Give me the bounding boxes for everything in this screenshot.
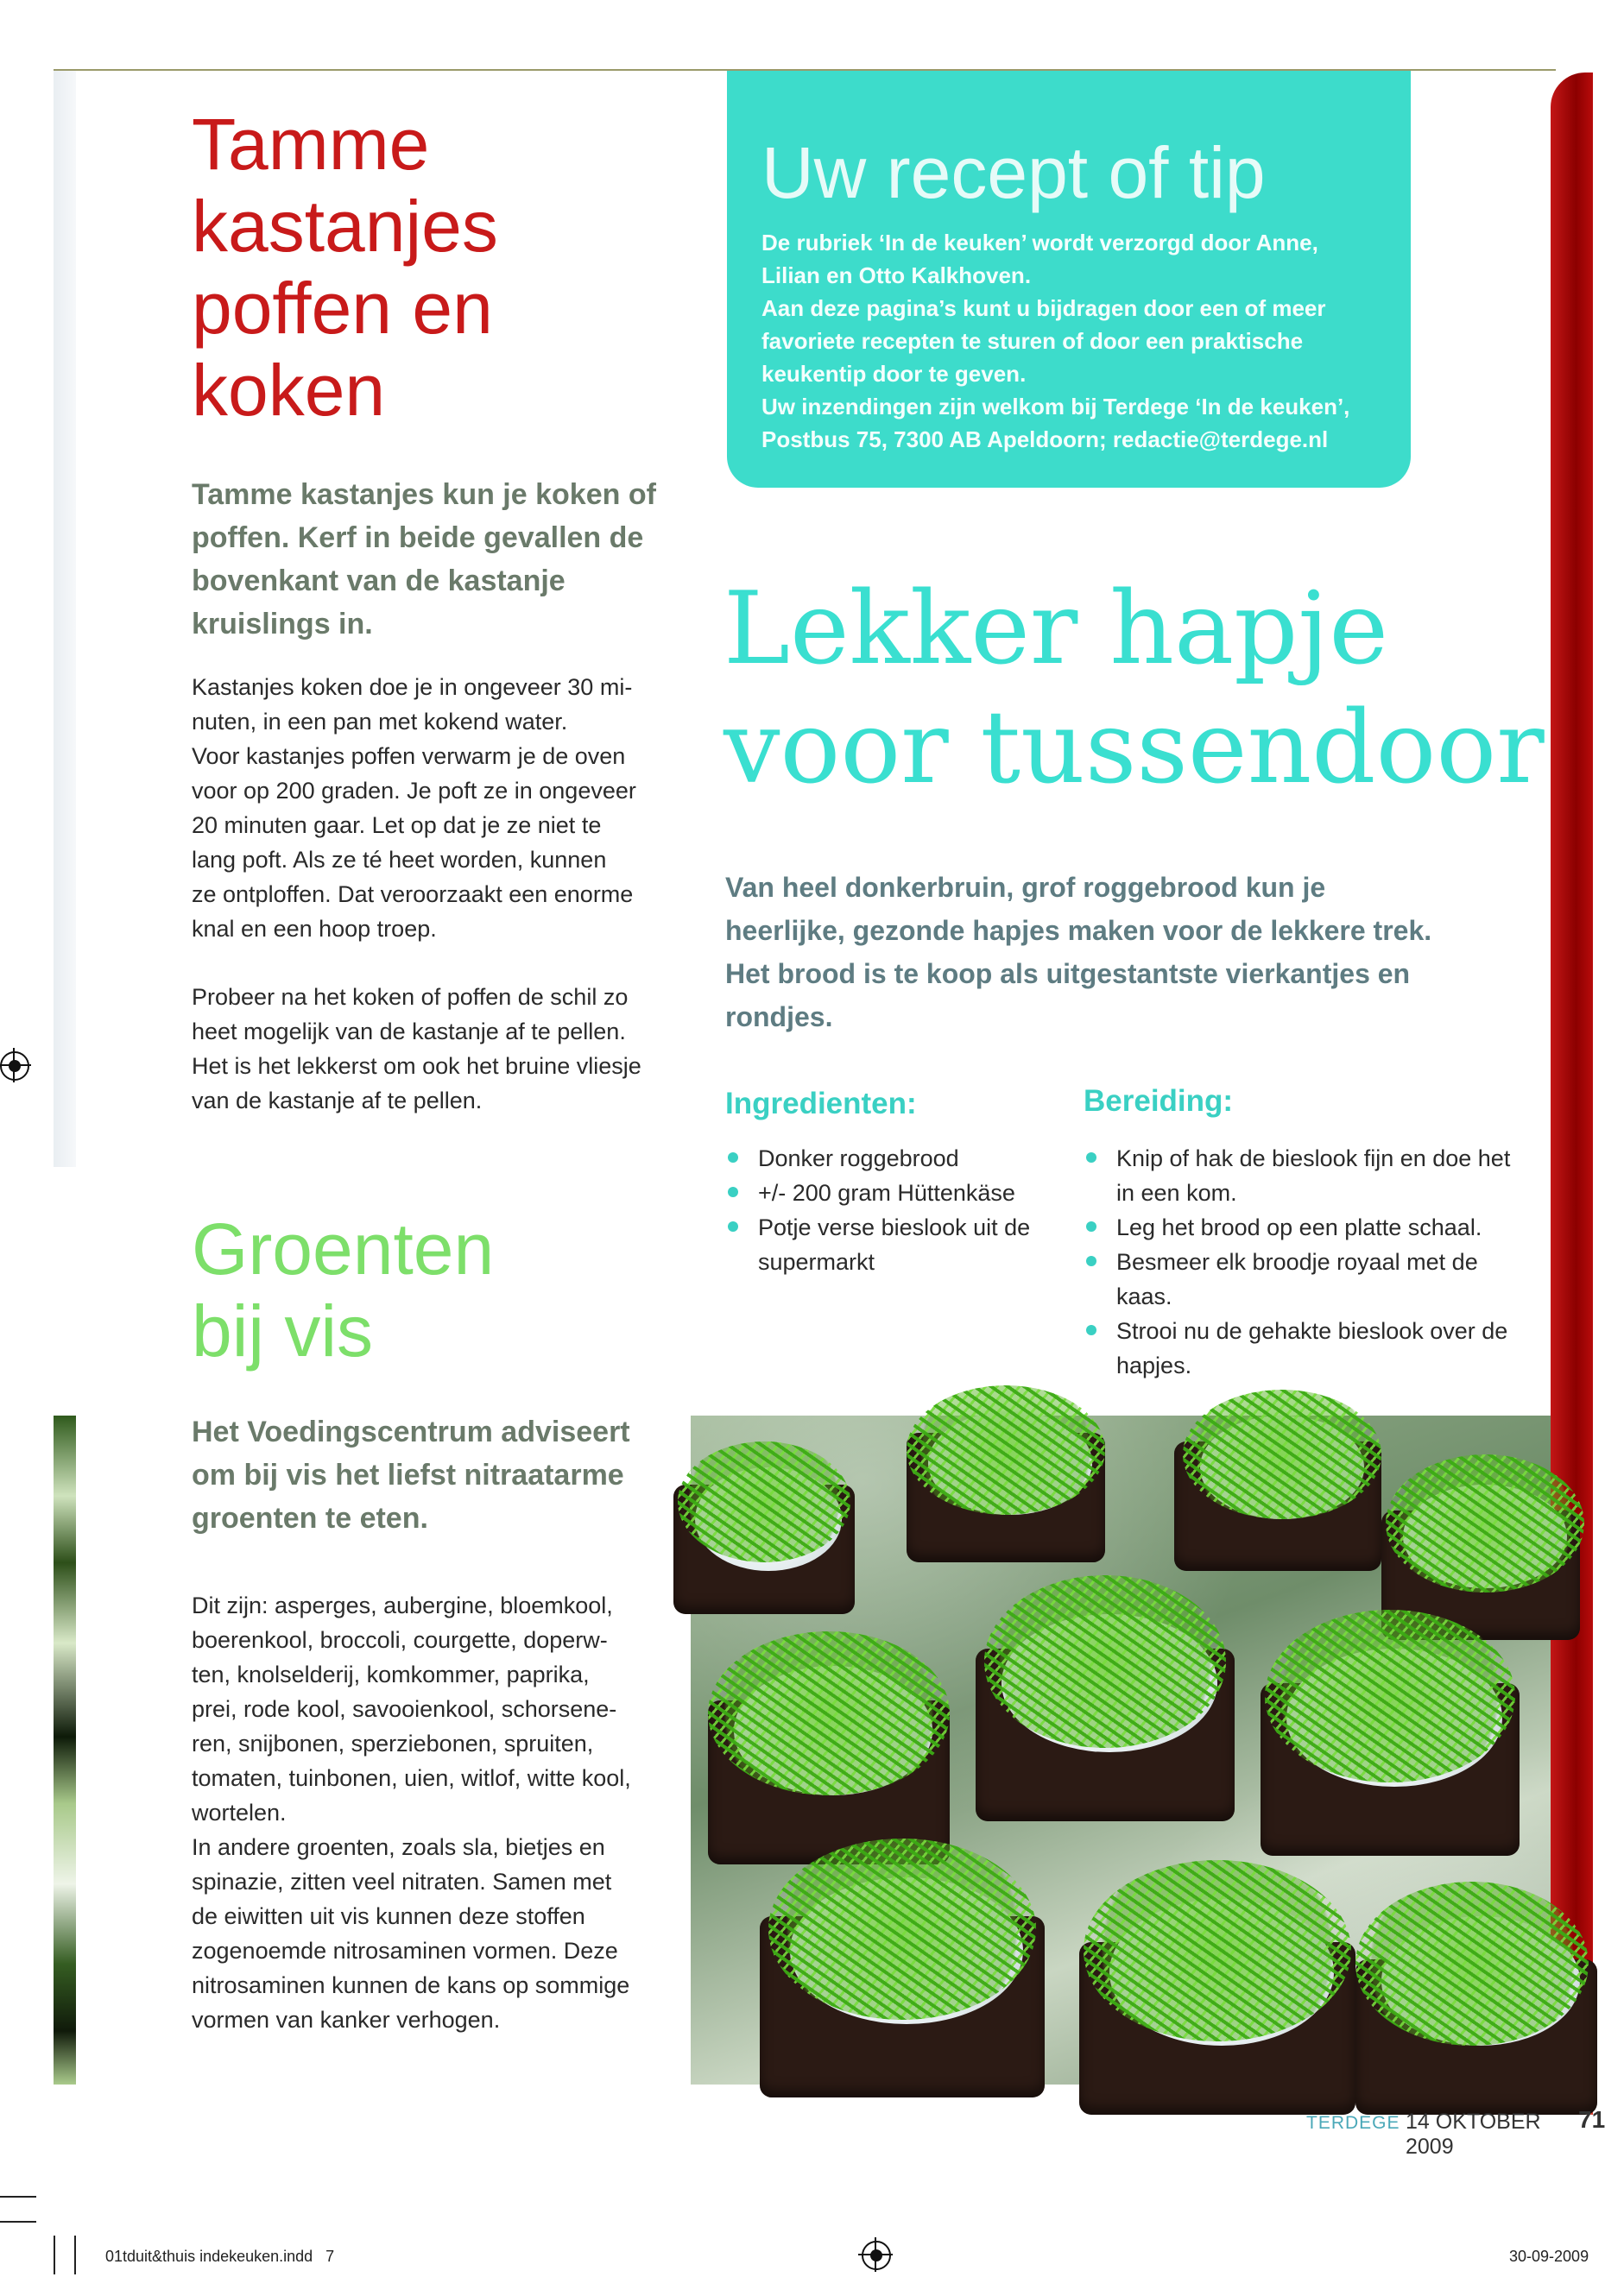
list-item: Knip of hak de bieslook fijn en doe het in een kom.: [1084, 1141, 1550, 1210]
crop-mark: [0, 2196, 36, 2198]
tip-title: Uw recept of tip: [761, 132, 1266, 213]
crop-mark: [74, 2236, 76, 2274]
ingredients-heading: Ingredienten:: [725, 1087, 917, 1120]
snacks-photo: [691, 1416, 1551, 2085]
list-item: Strooi nu de gehakte bieslook over de hapjes.: [1084, 1314, 1550, 1383]
slug-date: 30-09-2009: [1509, 2248, 1589, 2265]
article1-body-1: Kastanjes koken doe je in ongeveer 30 mi- nuten, in een pan met kokend water. Voor kastanjes poffen verwarm je de oven voor op 200 graden. Je poft ze in ongeveer 20 minuten gaar. Let op dat je ze niet te lang poft. Als ze té heet worden, kunnen ze ontploffen. Dat veroorzaakt een enorme knal en een hoop troep.: [192, 674, 636, 942]
registration-mark-icon: [0, 1051, 29, 1081]
list-item: Potje verse bieslook uit de supermarkt: [725, 1210, 1062, 1279]
list-item: Leg het brood op een platte schaal.: [1084, 1210, 1550, 1245]
preparation-list: [1084, 1141, 1550, 1383]
footer-date: 14 OKTOBER 2009: [1406, 2110, 1541, 2159]
bullet-icon: [1086, 1325, 1096, 1335]
article1-body-2: Probeer na het koken of poffen de schil zo heet mogelijk van de kastanje af te pellen. Het is het lekkerst om ook het bruine vliesje van de kastanje af te pellen.: [192, 984, 641, 1113]
recipe-lead: Van heel donkerbruin, grof roggebrood kun je heerlijke, gezonde hapjes maken voor de lekkere trek. Het brood is te koop als uitgestantste vierkantjes en rondjes.: [725, 872, 1432, 1032]
preparation-heading: Bereiding:: [1084, 1084, 1234, 1118]
article2-title: Groenten bij vis: [192, 1208, 495, 1372]
article1-lead: Tamme kastanjes kun je koken of poffen. Kerf in beide gevallen de bovenkant van de kastanje kruislings in.: [192, 478, 656, 640]
recipe-title: Lekker hapje voor tussendoor: [724, 571, 1545, 806]
ingredients-list: [725, 1141, 1062, 1279]
list-item: Donker roggebrood: [725, 1141, 1062, 1176]
bullet-icon: [728, 1187, 738, 1197]
footer-brand: TERDEGE: [1306, 2113, 1400, 2133]
left-photo-strip: [54, 1416, 76, 2085]
list-item: +/- 200 gram Hüttenkäse: [725, 1176, 1062, 1210]
red-side-bar: [1551, 73, 1593, 2084]
bullet-icon: [1086, 1152, 1096, 1163]
crop-mark: [0, 2221, 36, 2223]
left-margin-strip: [54, 71, 76, 1167]
article2-lead: Het Voedingscentrum adviseert om bij vis het liefst nitraatarme groenten te eten.: [192, 1416, 630, 1535]
bullet-icon: [728, 1221, 738, 1232]
bullet-icon: [1086, 1256, 1096, 1266]
registration-mark-icon: [862, 2241, 891, 2270]
article2-body: Dit zijn: asperges, aubergine, bloemkool, boerenkool, broccoli, courgette, doperw- ten, knolselderij, komkommer, paprika, prei, rode kool, savooienkool, schorsene- ren, snijbonen, sperziebonen, spruiten, tomaten, tuinbonen, uien, witlof, witte kool, wortelen. In andere groenten, zoals sla, bietjes en spinazie, zitten veel nitraten. Samen met de eiwitten uit vis kunnen deze stoffen zogenoemde nitrosaminen vormen. Deze nitrosaminen kunnen de kans op sommige vormen van kanker verhogen.: [192, 1593, 631, 2033]
tip-text: De rubriek ‘In de keuken’ wordt verzorgd door Anne, Lilian en Otto Kalkhoven. Aan deze pagina’s kunt u bijdragen door een of meer favoriete recepten te sturen of door een praktische keukentip door te geven. Uw inzendingen zijn welkom bij Terdege ‘In de keuken’, Postbus 75, 7300 AB Apeldoorn; redactie@terdege.nl: [761, 230, 1350, 452]
bullet-icon: [728, 1152, 738, 1163]
article1-title: Tamme kastanjes poffen en koken: [192, 104, 498, 431]
bullet-icon: [1086, 1221, 1096, 1232]
list-item: Besmeer elk broodje royaal met de kaas.: [1084, 1245, 1550, 1314]
page-number: 71: [1578, 2106, 1605, 2133]
slug-filename: 01tduit&thuis indekeuken.indd 7: [105, 2248, 335, 2265]
crop-mark: [54, 2236, 55, 2274]
